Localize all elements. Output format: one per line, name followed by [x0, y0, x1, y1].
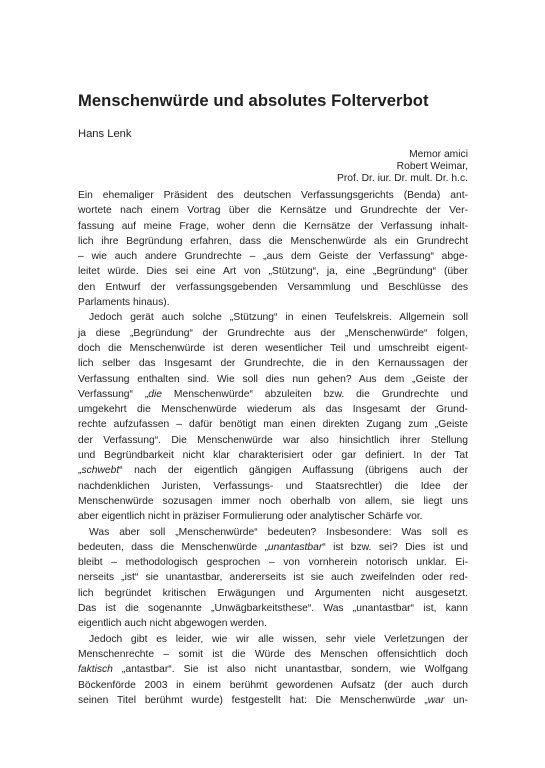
paragraph — [78, 632, 468, 708]
text-line: bedeuten, dass die Menschenwürde „unantastbar“ ist bzw. sei? Dies ist und — [78, 541, 468, 553]
text-line: Parlaments hinaus). — [78, 297, 170, 309]
text-line: Menschenwürde sozusagen immer noch oberhalb von allem, sie liegt uns — [78, 495, 468, 507]
dedication — [78, 149, 468, 185]
text-line: umgekehrt die Menschenwürde wiederum als das Insgesamt der Grund- — [78, 404, 468, 416]
text-line: wortete nach einem Vortrag über die Kernsätze und Grundrechte der Ver- — [78, 205, 468, 217]
dedication-line: Prof. Dr. iur. Dr. mult. Dr. h.c. — [336, 173, 468, 184]
text-line: Ein ehemaliger Präsident des deutschen Verfassungsgerichts (Benda) ant- — [78, 190, 468, 201]
text-line: der Verfassung“. Die Menschenwürde war also hinsichtlich ihrer Stellung — [78, 434, 468, 446]
text-line: fassung auf meine Frage, woher denn die Kernsätze der Verfassung inhalt- — [78, 220, 468, 232]
text-line: Jedoch gerät auch solche „Stützung“ in einen Teufelskreis. Allgemein soll — [89, 312, 468, 324]
text-line: Das ist die sogenannte „Unwägbarkeitsthese“. Was „unantastbar“ ist, kann — [78, 603, 468, 615]
text-line: – wie auch andere Grundrechte – „aus dem Geiste der Verfassung“ abge- — [78, 251, 468, 263]
page-title: Menschenwürde und absolutes Folterverbot — [78, 91, 429, 110]
text-line: rechte aufzufassen – dafür benötigt man einen direkten Zugang zum „Geiste — [78, 419, 468, 431]
text-line: lich begründet kritischen Erwägungen und Argumenten nicht ausgesetzt. — [78, 587, 468, 599]
text-line: nerseits „ist“ sie unantastbar, andererseits ist sie auch zweifelnden oder red- — [78, 572, 468, 584]
paragraph — [78, 525, 468, 632]
paragraph — [78, 310, 468, 524]
text-line: und Begründbarkeit nicht klar charakterisiert oder gar definiert. In der Tat — [78, 450, 468, 462]
text-line: bleibt – methodologisch gesprochen – von vornherein notorisch unklar. Ei- — [78, 557, 468, 569]
text-line: den Entwurf der verfassungsgebenden Versammlung und Beschlüsse des — [78, 281, 468, 293]
text-line: aber eigentlich nicht in präziser Formulierung oder analytischer Schärfe vor. — [78, 511, 423, 523]
text-line: Was aber soll „Menschenwürde“ bedeuten? Insbesondere: Was soll es — [89, 526, 468, 538]
text-line: seinen Titel berühmt wurde) festgestellt hat: Die Menschenwürde „war un- — [78, 694, 468, 706]
text-line: doch die Menschenwürde ist deren wesentlicher Teil und umschreibt eigent- — [78, 342, 468, 354]
text-line: faktisch „antastbar“. Sie ist also nicht unantastbar, sondern, wie Wolfgang — [78, 664, 468, 676]
body-text — [78, 188, 468, 708]
text-line: Verfassung“ „die Menschenwürde“ abzuleiten bzw. die Grundrechte und — [78, 388, 468, 400]
author-name: Hans Lenk — [78, 128, 132, 140]
text-line: lich selber das Insgesamt der Grundrechte, die in den Kernaussagen der — [78, 358, 468, 370]
paragraph — [78, 188, 468, 310]
dedication-line: Robert Weimar, — [396, 161, 468, 172]
dedication-line: Memor amici — [409, 149, 468, 160]
text-line: nachdenklichen Juristen, Verfassungs- und Staatsrechtler) die Idee der — [78, 480, 468, 492]
text-line: lich ihre Begründung erfahren, dass die Menschenwürde als ein Grundrecht — [78, 235, 468, 247]
text-line: Böckenförde 2003 in einem berühmt gewordenen Aufsatz (der auch durch — [78, 679, 468, 691]
text-line: Verfassung enthalten sind. Wie soll dies nun gehen? Aus dem „Geiste der — [78, 373, 468, 385]
text-line: leitet würde. Dies sei eine Art von „Stützung“, ja, eine „Begründung“ (über — [78, 266, 468, 278]
text-line: eigentlich auch nicht abgewogen werden. — [78, 618, 267, 630]
text-line: ja diese „Begründung“ der Grundrechte aus der „Menschenwürde“ folgen, — [78, 327, 468, 339]
text-line: Jedoch gibt es leider, wie wir alle wissen, sehr viele Verletzungen der — [89, 633, 468, 645]
text-line: „schwebt“ nach der eigentlich gängigen Auffassung (übrigens auch der — [78, 465, 468, 477]
text-line: Menschenrechte – somit ist die Würde des Menschen offensichtlich doch — [78, 648, 468, 660]
